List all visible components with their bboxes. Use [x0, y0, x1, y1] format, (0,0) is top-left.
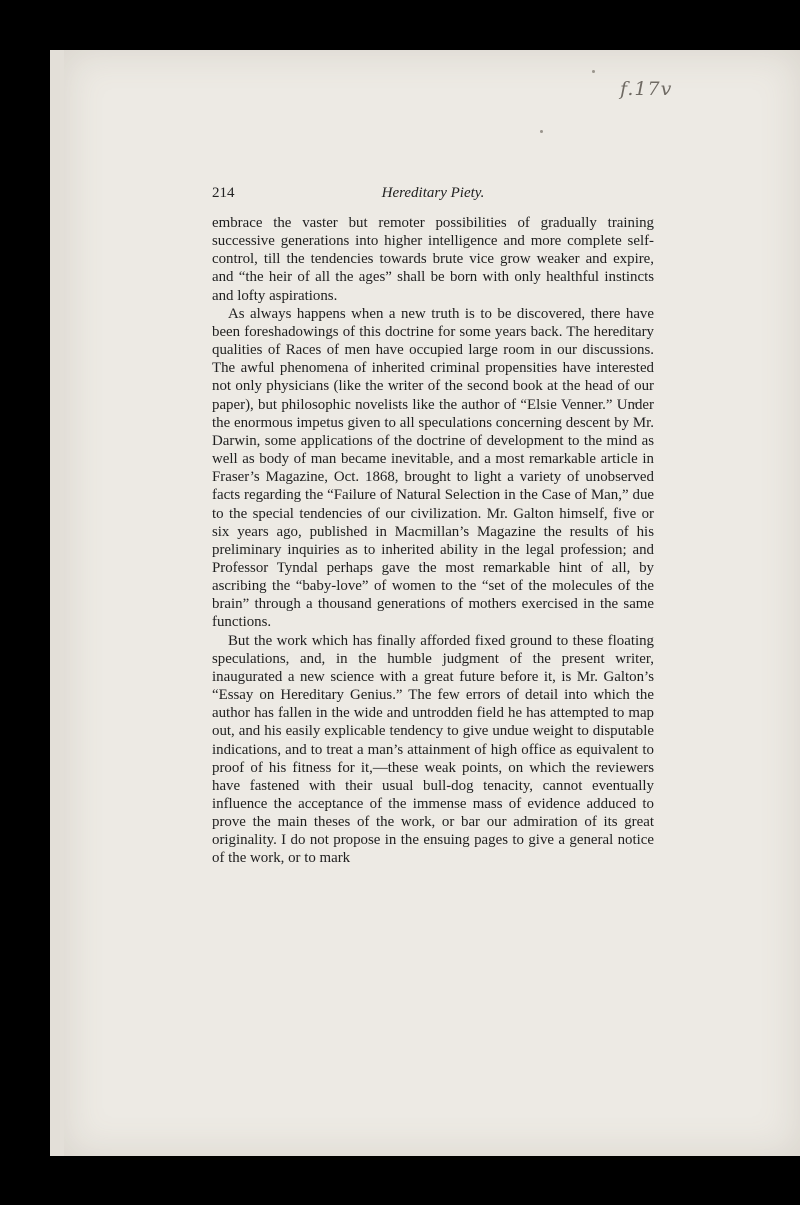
page-number: 214	[212, 185, 235, 201]
pencil-folio-note: f.17v	[620, 78, 673, 100]
body-text	[212, 214, 654, 868]
paragraph-continued: embrace the vaster but remoter possibilities of gradually training successive generations into higher intelligence and more complete self-control, till the tendencies towards brute vice grow weaker and expire, and “the heir of all the ages” shall be born with only healthful instincts and lofty aspirations.	[212, 215, 654, 304]
running-title: Hereditary Piety.	[381, 185, 485, 201]
paragraph: As always happens when a new truth is to be discovered, there have been foreshadowings of this doctrine for some years back. The hereditary qualities of Races of men have occupied large room in our discussions. The awful phenomena of inherited criminal propensities have interested not only physicians (like the writer of the second book at the head of our paper), but philosophic novelists like the author of “Elsie Venner.” Under the enormous impetus given to all speculations concerning descent by Mr. Darwin, some applications of the doctrine of development to the mind as well as body of man became inevitable, and a most remarkable article in Fraser’s Magazine, Oct. 1868, brought to light a variety of unobserved facts regarding the “Failure of Natural Selection in the Case of Man,” due to the special tendencies of our civilization. Mr. Galton himself, five or six years ago, published in Macmillan’s Magazine the results of his preliminary inquiries as to inherited ability in the legal profession; and Professor Tyndal perhaps gave the most remarkable hint of all, by ascribing the “baby-love” of women to the “set of the molecules of the brain” through a thousand generations of mothers exercised in the same functions.	[212, 305, 654, 631]
page-edge	[50, 50, 64, 1156]
paper-speck	[592, 70, 595, 73]
paragraph: But the work which has finally afforded fixed ground to these floating speculations, and, in the humble judgment of the present writer, inaugurated a new science with a great future before it, is Mr. Galton’s “Essay on Hereditary Genius.” The few errors of detail into which the author has fallen in the wide and untrodden field he has attempted to map out, and his easily explicable tendency to give undue weight to disputable indications, and to treat a man’s attainment of high office as equivalent to proof of his fitness for it,—these weak points, on which the reviewers have fastened with their usual bull-dog tenacity, cannot eventually influence the acceptance of the immense mass of evidence adduced to prove the main theses of the work, or bar our admiration of its great originality. I do not propose in the ensuing pages to give a general notice of the work, or to mark	[212, 632, 654, 867]
page-header	[212, 185, 654, 207]
paper-speck	[540, 130, 543, 133]
